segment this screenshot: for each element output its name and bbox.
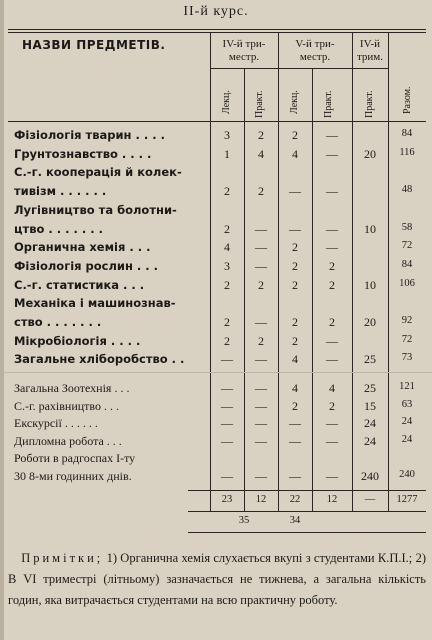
hours-cell: — bbox=[326, 146, 338, 161]
notes-paragraph bbox=[8, 548, 426, 611]
hours-cell: 15 bbox=[364, 398, 376, 413]
hours-cell: — bbox=[289, 184, 301, 199]
hours-cell: 25 bbox=[364, 381, 376, 395]
hours-cell: — bbox=[326, 352, 338, 367]
hours-cell: 24 bbox=[364, 433, 376, 448]
subject-name: ство . . . . . . . bbox=[14, 315, 102, 329]
total-header: Разом. bbox=[402, 86, 413, 114]
subject-name: Органична хемія . . . bbox=[14, 240, 151, 255]
hours-cell: — bbox=[221, 398, 233, 413]
hours-cell: — bbox=[221, 416, 233, 431]
row-total-cell: 116 bbox=[399, 146, 415, 158]
row-total-cell: 73 bbox=[401, 352, 413, 364]
hours-cell: 2 bbox=[224, 277, 230, 292]
hours-cell: — bbox=[289, 416, 301, 431]
total-cell: — bbox=[364, 494, 376, 505]
hours-cell: 2 bbox=[258, 277, 264, 292]
hours-cell: — bbox=[326, 240, 338, 255]
hours-cell: — bbox=[255, 398, 267, 413]
hours-cell: — bbox=[289, 469, 301, 483]
row-total-cell: 72 bbox=[401, 333, 413, 345]
hours-cell: — bbox=[326, 184, 338, 199]
hours-cell: — bbox=[221, 381, 233, 395]
row-total-cell: 92 bbox=[401, 315, 413, 326]
page-edge bbox=[0, 0, 4, 640]
hours-cell: — bbox=[255, 315, 267, 329]
subject-name: Мікробіологія . . . . bbox=[14, 333, 141, 348]
hours-cell: 24 bbox=[364, 416, 376, 431]
hours-cell: 4 bbox=[292, 352, 298, 367]
table-top-rule-2 bbox=[8, 32, 426, 33]
pract-header: Практ. bbox=[254, 90, 265, 118]
hours-cell: 1 bbox=[224, 146, 230, 161]
term-header: V-й три- местр. bbox=[295, 38, 335, 63]
hours-cell: 4 bbox=[292, 146, 298, 161]
lect-header: Лекц. bbox=[289, 90, 300, 114]
subtotal-cell: 35 bbox=[238, 515, 250, 526]
hours-cell: 2 bbox=[224, 221, 230, 236]
hours-cell: 2 bbox=[224, 333, 230, 348]
header-bottom-rule bbox=[8, 121, 426, 122]
hours-cell: — bbox=[326, 416, 338, 431]
hours-cell: — bbox=[289, 221, 301, 236]
row-total-cell: 240 bbox=[399, 469, 415, 480]
hours-cell: 25 bbox=[364, 352, 376, 367]
hours-cell: 10 bbox=[364, 277, 376, 292]
hours-cell: 4 bbox=[258, 146, 264, 161]
hours-cell: 240 bbox=[361, 469, 379, 483]
hours-cell: 2 bbox=[329, 258, 335, 273]
hours-cell: 4 bbox=[292, 381, 298, 395]
hours-cell: — bbox=[255, 469, 267, 483]
subject-name: С.-г. рахівництво . . . bbox=[14, 398, 119, 413]
totals-rule bbox=[188, 490, 426, 491]
hours-cell: 2 bbox=[292, 315, 298, 329]
hours-cell: 2 bbox=[329, 315, 335, 329]
row-total-cell: 121 bbox=[399, 381, 415, 392]
hours-cell: 10 bbox=[364, 221, 376, 236]
pract-header: Практ. bbox=[323, 90, 334, 118]
hours-cell: 2 bbox=[292, 333, 298, 348]
row-total-cell: 72 bbox=[401, 240, 413, 252]
subjects-header: НАЗВИ ПРЕДМЕТІВ. bbox=[22, 38, 166, 52]
hours-cell: — bbox=[221, 469, 233, 483]
row-total-cell: 84 bbox=[401, 258, 413, 270]
hours-cell: — bbox=[326, 333, 338, 348]
page-fold bbox=[0, 372, 432, 373]
hours-cell: — bbox=[255, 240, 267, 255]
page-title: II-й курс. bbox=[183, 4, 249, 19]
row-total-cell: 48 bbox=[401, 184, 413, 196]
total-cell: 22 bbox=[289, 494, 301, 505]
subject-name: цтво . . . . . . . bbox=[14, 221, 103, 236]
row-total-cell: 24 bbox=[401, 416, 413, 428]
subtotal-cell: 34 bbox=[289, 515, 301, 526]
totals-rule bbox=[188, 532, 426, 533]
hours-cell: — bbox=[255, 433, 267, 448]
hours-cell: 2 bbox=[258, 333, 264, 348]
hours-cell: — bbox=[326, 433, 338, 448]
hours-cell: 2 bbox=[329, 398, 335, 413]
notes-heading: Примітки; bbox=[21, 551, 104, 565]
subject-name: Загальна Зоотехнія . . . bbox=[14, 381, 130, 395]
hours-cell: — bbox=[326, 221, 338, 236]
hours-cell: — bbox=[255, 381, 267, 395]
hours-cell: — bbox=[255, 416, 267, 431]
total-cell: 12 bbox=[255, 494, 267, 505]
hours-cell: — bbox=[255, 352, 267, 367]
hours-cell: 2 bbox=[258, 128, 264, 142]
term-header: IV-й трим. bbox=[356, 38, 384, 63]
subject-name: С.-г. кооперація й колек- bbox=[14, 165, 182, 180]
total-cell: 12 bbox=[326, 494, 338, 505]
hours-cell: 2 bbox=[292, 258, 298, 273]
subject-name: Роботи в радгоспах І-ту bbox=[14, 451, 136, 466]
hours-cell: 4 bbox=[329, 381, 335, 395]
subject-name: Екскурсії . . . . . . bbox=[14, 416, 98, 431]
subject-name: Фізіологія рослин . . . bbox=[14, 258, 159, 273]
table-top-rule bbox=[8, 29, 426, 30]
term-divider-rule bbox=[210, 68, 388, 69]
subject-name: Грунтознавство . . . . bbox=[14, 146, 152, 161]
subject-name: Фізіологія тварин . . . . bbox=[14, 128, 165, 142]
hours-cell: 2 bbox=[224, 184, 230, 199]
hours-cell: 2 bbox=[258, 184, 264, 199]
hours-cell: — bbox=[221, 433, 233, 448]
subject-name: тивізм . . . . . . bbox=[14, 184, 107, 199]
notes-text: 1) Органична хемія слухається вкупі з студентами К.П.І.; 2) В VI триместрі (літньому) зазначається не тижнева, а загальна кількість годин, яка витрачається студентами на всю практичну роботу. bbox=[8, 551, 426, 607]
row-total-cell: 84 bbox=[401, 128, 413, 139]
hours-cell: — bbox=[255, 258, 267, 273]
row-total-cell: 106 bbox=[399, 277, 415, 289]
hours-cell: — bbox=[326, 128, 338, 142]
row-total-cell: 63 bbox=[401, 398, 413, 410]
hours-cell: 2 bbox=[224, 315, 230, 329]
total-cell: 23 bbox=[221, 494, 233, 505]
hours-cell: 2 bbox=[292, 277, 298, 292]
row-total-cell: 58 bbox=[401, 221, 413, 233]
term-header: IV-й три- местр. bbox=[222, 38, 266, 63]
subject-name: Механіка і машинознав- bbox=[14, 296, 176, 311]
hours-cell: — bbox=[289, 433, 301, 448]
subject-name: Загальне хліборобство . . bbox=[14, 352, 185, 367]
hours-cell: 3 bbox=[224, 128, 230, 142]
subject-name: С.-г. статистика . . . bbox=[14, 277, 145, 292]
subject-name: Лугівництво та болотни- bbox=[14, 202, 177, 217]
subject-name: Дипломна робота . . . bbox=[14, 433, 122, 448]
grand-total: 1277 bbox=[396, 494, 418, 505]
hours-cell: 2 bbox=[292, 128, 298, 142]
hours-cell: — bbox=[255, 221, 267, 236]
hours-cell: 2 bbox=[292, 240, 298, 255]
hours-cell: 4 bbox=[224, 240, 230, 255]
hours-cell: — bbox=[221, 352, 233, 367]
hours-cell: 20 bbox=[364, 315, 376, 329]
hours-cell: 20 bbox=[364, 146, 376, 161]
lect-header: Лекц. bbox=[221, 90, 232, 114]
pract-header: Практ. bbox=[364, 90, 375, 118]
subject-name: 30 8-ми годинних днів. bbox=[14, 469, 132, 483]
row-total-cell: 24 bbox=[401, 433, 413, 445]
hours-cell: 2 bbox=[292, 398, 298, 413]
hours-cell: 2 bbox=[329, 277, 335, 292]
hours-cell: 3 bbox=[224, 258, 230, 273]
totals-rule bbox=[188, 511, 426, 512]
hours-cell: — bbox=[326, 469, 338, 483]
